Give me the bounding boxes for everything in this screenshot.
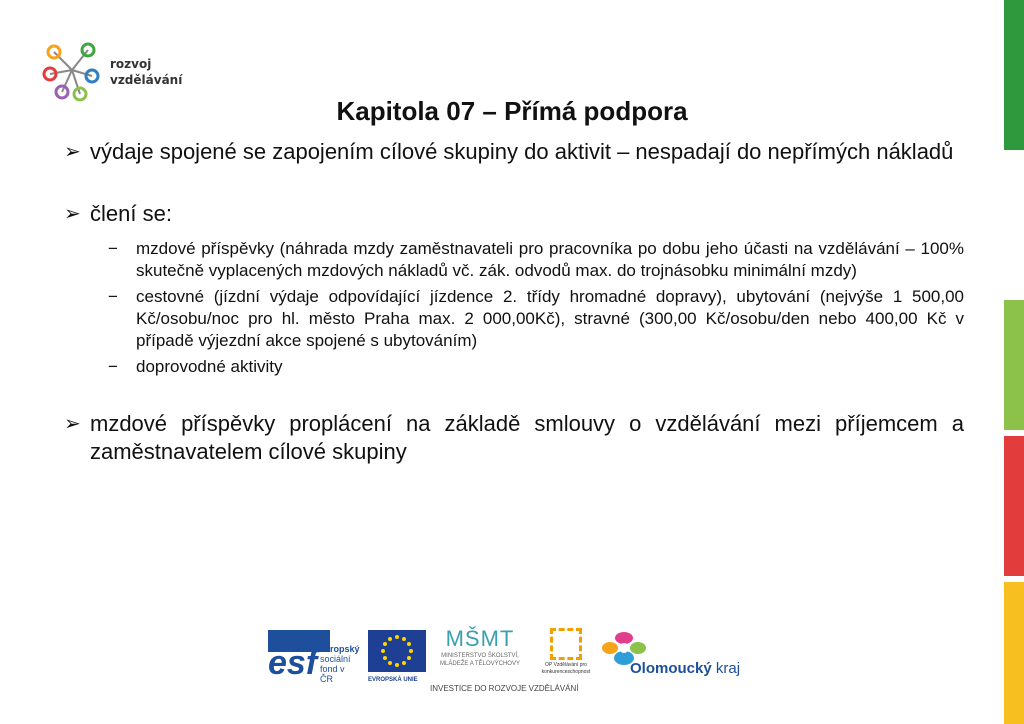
eu-flag-icon — [368, 630, 426, 672]
stripe-green — [1004, 0, 1024, 150]
sub-item-3 — [108, 356, 964, 378]
network-logo-icon — [40, 40, 104, 104]
stripe-red — [1004, 436, 1024, 576]
olomoucky-text — [630, 660, 740, 677]
eu-label: EVROPSKÁ UNIE — [368, 677, 418, 683]
logo-text-line1: rozvoj — [110, 57, 152, 71]
sub-item-2 — [108, 286, 964, 352]
msmt-big-text: MŠMT — [445, 626, 515, 651]
op-label: OP Vzdělávání pro konkurenceschopnost — [541, 662, 591, 675]
sub-list — [64, 238, 964, 378]
footer-logos — [260, 620, 760, 720]
esf-logo — [268, 630, 360, 686]
esf-small-text — [320, 644, 360, 684]
kraj-word: kraj — [715, 660, 741, 677]
msmt-small-text: MINISTERSTVO ŠKOLSTVÍ, MLÁDEŽE A TĚLOVÝCHOVY — [440, 653, 520, 667]
dash-icon: − — [108, 239, 118, 258]
logo-text-line2: vzdělávání — [110, 73, 183, 87]
esf-line: fond v ČR — [320, 664, 345, 684]
bullet-text: mzdové příspěvky proplácení na základě smlouvy o vzdělávání mezi příjemcem a zaměstnavatelem cílové skupiny — [90, 411, 964, 464]
msmt-logo — [430, 626, 530, 686]
bullet-text: člení se: — [90, 201, 172, 226]
dash-icon: − — [108, 357, 118, 376]
op-logo — [538, 626, 594, 686]
stripe-lightgreen — [1004, 300, 1024, 430]
sub-item-text: mzdové příspěvky (náhrada mzdy zaměstnavateli pro pracovníka po dobu jeho účasti na vzdělávání – 100% skutečně vyplacených mzdových nákladů vč. zák. odvodů max. do trojnásobku minimální mzdy) — [136, 239, 964, 280]
bullet-text: výdaje spojené se zapojením cílové skupiny do aktivit – nespadají do nepřímých nákladů — [90, 139, 954, 164]
esf-big-text: esf — [268, 644, 318, 682]
arrow-bullet-icon: ➢ — [64, 141, 81, 163]
stripe-yellow — [1004, 582, 1024, 724]
esf-line: evropský — [320, 644, 360, 654]
olomoucky-word: Olomoucký — [630, 660, 712, 677]
bullet-1 — [64, 138, 964, 166]
bullet-3 — [64, 410, 964, 466]
esf-line: sociální — [320, 654, 351, 664]
op-emblem-icon — [550, 628, 582, 660]
arrow-bullet-icon: ➢ — [64, 203, 81, 225]
sub-item-text: doprovodné aktivity — [136, 357, 283, 376]
dash-icon: − — [108, 287, 118, 306]
bullet-2 — [64, 200, 964, 228]
sub-item-1 — [108, 238, 964, 282]
sub-item-text: cestovné (jízdní výdaje odpovídající jízdence 2. třídy hromadné dopravy), ubytování (nejvýše 1 500,00 Kč/osobu/noc pro hl. město Praha max. 2 000,00Kč), stravné (300,00 Kč/osobu/den nebo 400,00 Kč v případě výjezdní akce spojené s ubytováním) — [136, 287, 964, 350]
footer-slogan: INVESTICE DO ROZVOJE VZDĚLÁVÁNÍ — [430, 684, 579, 693]
eu-logo — [368, 630, 426, 686]
arrow-bullet-icon: ➢ — [64, 413, 81, 435]
slide-title: Kapitola 07 – Přímá podpora — [336, 96, 688, 126]
olomoucky-logo — [596, 626, 756, 686]
logo-text — [110, 56, 182, 88]
slide-content — [64, 138, 964, 466]
